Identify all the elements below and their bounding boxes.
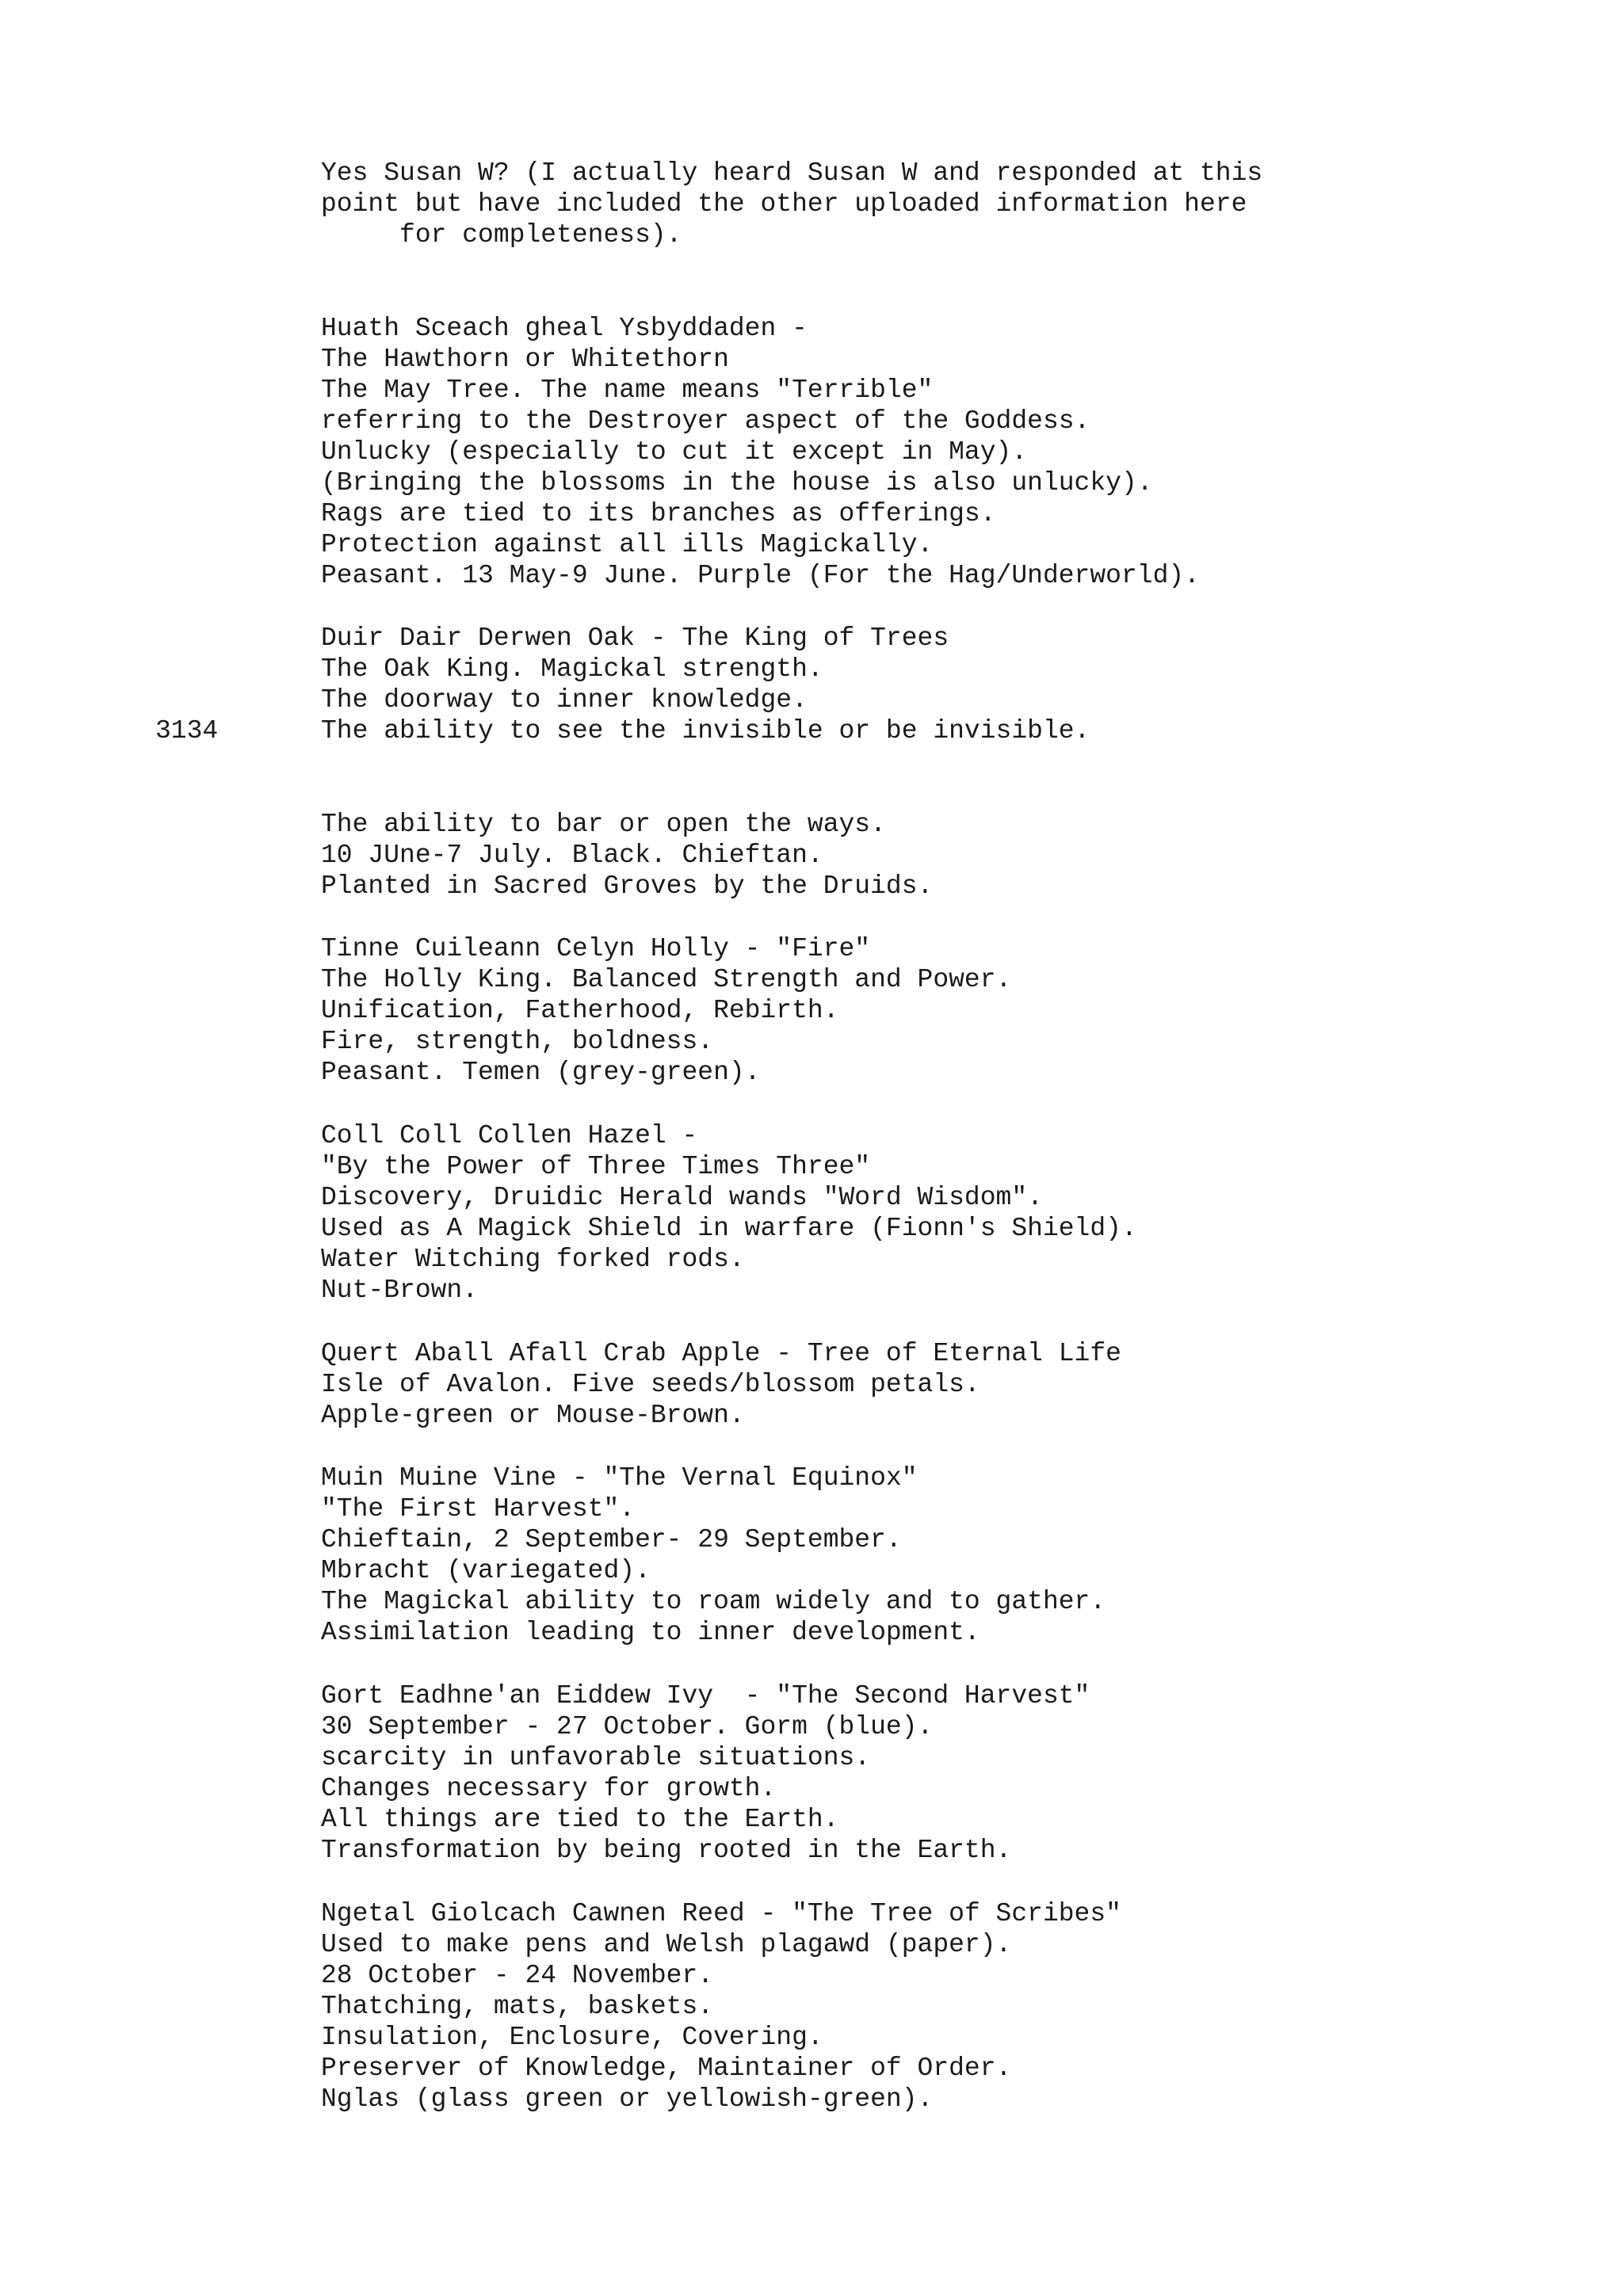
text-line: All things are tied to the Earth. (321, 1805, 839, 1834)
text-line: Duir Dair Derwen Oak - The King of Trees (321, 624, 949, 653)
text-line: The Magickal ability to roam widely and to gather. (321, 1587, 1106, 1616)
text-line: The ability to bar or open the ways. (321, 810, 886, 839)
text-line: Apple-green or Mouse-Brown. (321, 1401, 745, 1430)
text-line: Coll Coll Collen Hazel - (321, 1121, 698, 1150)
text-line: Unlucky (especially to cut it except in May). (321, 437, 1028, 467)
text-line: Isle of Avalon. Five seeds/blossom petals. (321, 1370, 980, 1399)
text-line: The Holly King. Balanced Strength and Power. (321, 965, 1012, 994)
text-line: Insulation, Enclosure, Covering. (321, 2023, 823, 2052)
text-line: Changes necessary for growth. (321, 1774, 777, 1803)
text-line: Preserver of Knowledge, Maintainer of Order. (321, 2054, 1012, 2083)
text-line: The doorway to inner knowledge. (321, 685, 808, 715)
text-line: The Oak King. Magickal strength. (321, 654, 823, 684)
text-line: Yes Susan W? (I actually heard Susan W and responded at this (321, 158, 1263, 188)
text-line: The Hawthorn or Whitethorn (321, 345, 729, 374)
text-line: The May Tree. The name means "Terrible" (321, 376, 934, 405)
text-line: 30 September - 27 October. Gorm (blue). (321, 1712, 934, 1741)
text-line: point but have included the other uploaded information here (321, 189, 1247, 219)
text-line: Fire, strength, boldness. (321, 1027, 714, 1056)
text-line: "By the Power of Three Times Three" (321, 1152, 871, 1181)
text-line: Ngetal Giolcach Cawnen Reed - "The Tree of Scribes" (321, 1899, 1121, 1928)
text-line: Water Witching forked rods. (321, 1245, 745, 1274)
text-line: The ability to see the invisible or be invisible. (321, 716, 1090, 746)
text-line: referring to the Destroyer aspect of the Goddess. (321, 406, 1090, 436)
text-line: (Bringing the blossoms in the house is also unlucky). (321, 468, 1153, 498)
text-line: Quert Aball Afall Crab Apple - Tree of Eternal Life (321, 1339, 1121, 1368)
text-line: scarcity in unfavorable situations. (321, 1743, 871, 1772)
text-line: Peasant. 13 May-9 June. Purple (For the Hag/Underworld). (321, 561, 1200, 590)
text-line: Used as A Magick Shield in warfare (Fionn's Shield). (321, 1214, 1137, 1243)
text-line: Rags are tied to its branches as offerings. (321, 499, 996, 528)
text-line: Mbracht (variegated). (321, 1556, 651, 1585)
text-line: Peasant. Temen (grey-green). (321, 1058, 761, 1087)
page-number: 3134 (155, 716, 219, 746)
text-line: "The First Harvest". (321, 1494, 636, 1524)
text-line: Planted in Sacred Groves by the Druids. (321, 871, 934, 901)
text-line: Nut-Brown. (321, 1276, 479, 1305)
text-line: Transformation by being rooted in the Earth. (321, 1836, 1012, 1865)
text-line: for completeness). (321, 220, 682, 250)
text-line: Gort Eadhne'an Eiddew Ivy - "The Second Harvest" (321, 1681, 1090, 1711)
text-line: Tinne Cuileann Celyn Holly - "Fire" (321, 934, 871, 963)
text-line: Discovery, Druidic Herald wands "Word Wisdom". (321, 1183, 1043, 1212)
text-line: Protection against all ills Magickally. (321, 530, 934, 559)
text-line: Chieftain, 2 September- 29 September. (321, 1525, 902, 1554)
text-line: Muin Muine Vine - "The Vernal Equinox" (321, 1463, 918, 1493)
text-line: Nglas (glass green or yellowish-green). (321, 2084, 934, 2114)
text-line: 10 JUne-7 July. Black. Chieftan. (321, 841, 823, 870)
text-line: Used to make pens and Welsh plagawd (paper). (321, 1930, 1012, 1959)
text-line: 28 October - 24 November. (321, 1961, 714, 1990)
text-line: Huath Sceach gheal Ysbyddaden - (321, 314, 808, 343)
text-line: Assimilation leading to inner development. (321, 1618, 980, 1647)
text-line: Unification, Fatherhood, Rebirth. (321, 996, 839, 1025)
text-line: Thatching, mats, baskets. (321, 1992, 714, 2021)
